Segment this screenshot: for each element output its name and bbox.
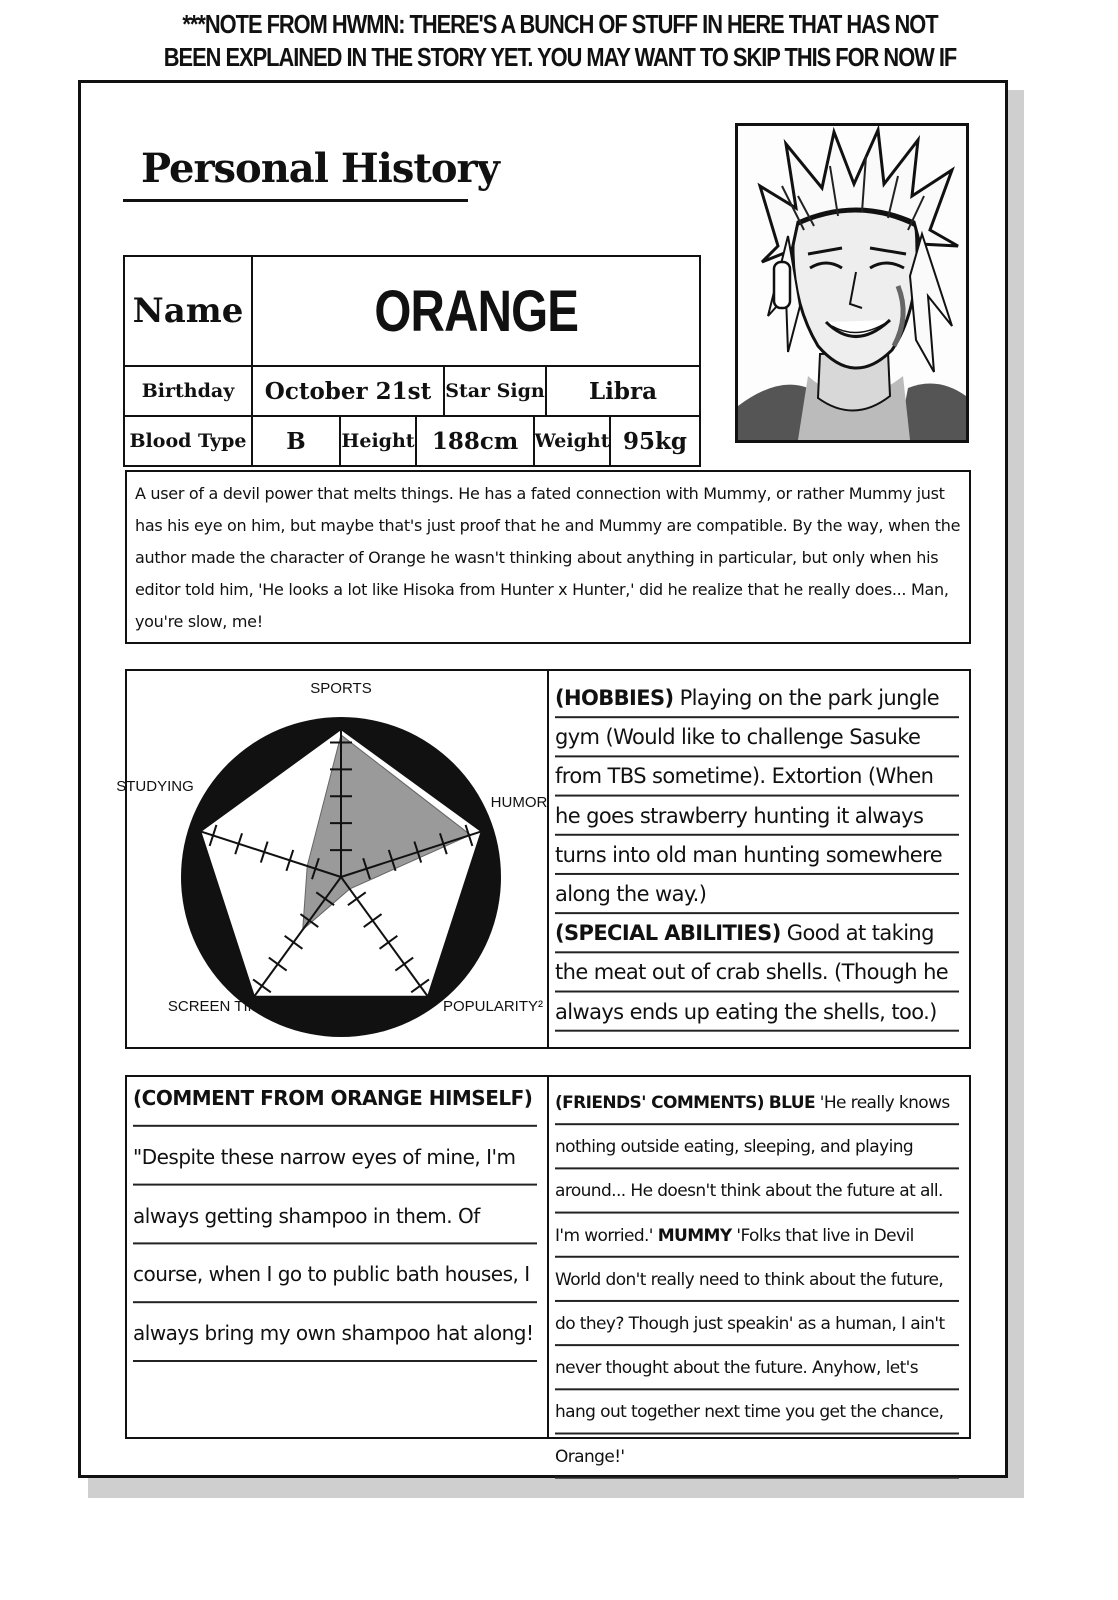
weight-value: 95kg — [622, 427, 688, 455]
weight-label-cell — [533, 415, 611, 467]
height-label-cell — [339, 415, 417, 467]
self-comment-panel — [125, 1075, 549, 1439]
radar-label-0: SPORTS — [310, 680, 372, 697]
birthday-label-cell — [123, 365, 253, 417]
abilities-label: (SPECIAL ABILITIES) — [555, 921, 781, 946]
star-sign-value-cell — [545, 365, 701, 417]
radar-chart — [116, 671, 548, 1047]
self-comment-block — [133, 1069, 537, 1363]
blood-type-value-cell — [251, 415, 341, 467]
radar-label-3: SCREEN TIME — [167, 998, 271, 1015]
character-portrait — [735, 123, 969, 443]
friend-name-blue: BLUE — [768, 1093, 815, 1113]
height-value-cell — [415, 415, 535, 467]
hobbies-text: Playing on the park jungle gym (Would like to challenge Sasuke from TBS sometime). Extortion (When he goes strawberry hunting it always turns into old man hunting somewhere along the way.) — [555, 686, 943, 907]
friend-comment-blue: 'He really knows nothing outside eating, sleeping, and playing around... He doesn't think about the future at all. I'm worried.' — [555, 1093, 950, 1246]
self-comment-text: "Despite these narrow eyes of mine, I'm always getting shampoo in them. Of course, when I go to public bath houses, I always bring my own shampoo hat along! — [133, 1144, 534, 1346]
height-value: 188cm — [431, 427, 519, 455]
friends-comments-label: (FRIENDS' COMMENTS) — [555, 1093, 764, 1113]
friend-comment-mummy: 'Folks that live in Devil World don't really need to think about the future, do they? Though just speakin' as a human, I ain't never thought about the future. Anyhow, let's hang out together next time you get the chance, Orange!' — [555, 1225, 945, 1467]
profile-page — [78, 80, 1008, 1478]
friends-comments-panel — [547, 1075, 971, 1467]
hobbies-panel — [547, 669, 971, 1049]
hobbies-label: (HOBBIES) — [555, 686, 674, 710]
blood-type-value: B — [286, 427, 306, 455]
friends-comments-block — [555, 1081, 959, 1479]
birthday-value-cell — [251, 365, 445, 417]
radar-label-2: POPULARITY² — [442, 998, 544, 1015]
height-label: Height — [341, 430, 415, 452]
blood-type-label-cell — [123, 415, 253, 467]
page-title: Personal History — [141, 145, 499, 192]
birthday-label: Birthday — [141, 380, 235, 402]
birthday-value: October 21st — [264, 377, 432, 405]
star-sign-value: Libra — [588, 377, 657, 405]
name-value-cell — [251, 255, 701, 367]
weight-label: Weight — [534, 430, 610, 452]
blood-type-label: Blood Type — [129, 430, 247, 452]
weight-value-cell — [609, 415, 701, 467]
radar-label-4: STUDYING — [116, 778, 194, 795]
spoiler-note: ***NOTE FROM HWMN: THERE'S A BUNCH OF STUFF IN HERE THAT HAS NOT BEEN EXPLAINED IN THE STORY YET. YOU MAY WANT TO SKIP THIS FOR NOW IF — [163, 9, 957, 72]
star-sign-label-cell — [443, 365, 547, 417]
radar-label-1: HUMOR — [490, 794, 548, 811]
portrait-drawing — [738, 126, 966, 440]
name-label: Name — [132, 291, 244, 331]
star-sign-label: Star Sign — [445, 380, 545, 402]
name-label-cell — [123, 255, 253, 367]
title-underline — [123, 199, 468, 202]
self-comment-label: (COMMENT FROM ORANGE HIMSELF) — [133, 1086, 533, 1110]
hobbies-text-block — [555, 679, 959, 1032]
stats-chart-panel — [116, 669, 549, 1049]
character-description: A user of a devil power that melts things. He has a fated connection with Mummy, or rather Mummy just has his eye on him, but maybe that's just proof that he and Mummy are compatible. By the way, when the author made the character of Orange he wasn't thinking about anything in particular, but only when his editor told him, 'He looks a lot like Hisoka from Hunter x Hunter,' did he realize that he really does... Man, you're slow, me! — [125, 470, 971, 644]
friend-name-mummy: MUMMY — [657, 1225, 732, 1246]
character-name: ORANGE — [374, 278, 578, 344]
abilities-text: Good at taking the meat out of crab shells. (Though he always ends up eating the shells, too.) — [555, 921, 949, 1024]
